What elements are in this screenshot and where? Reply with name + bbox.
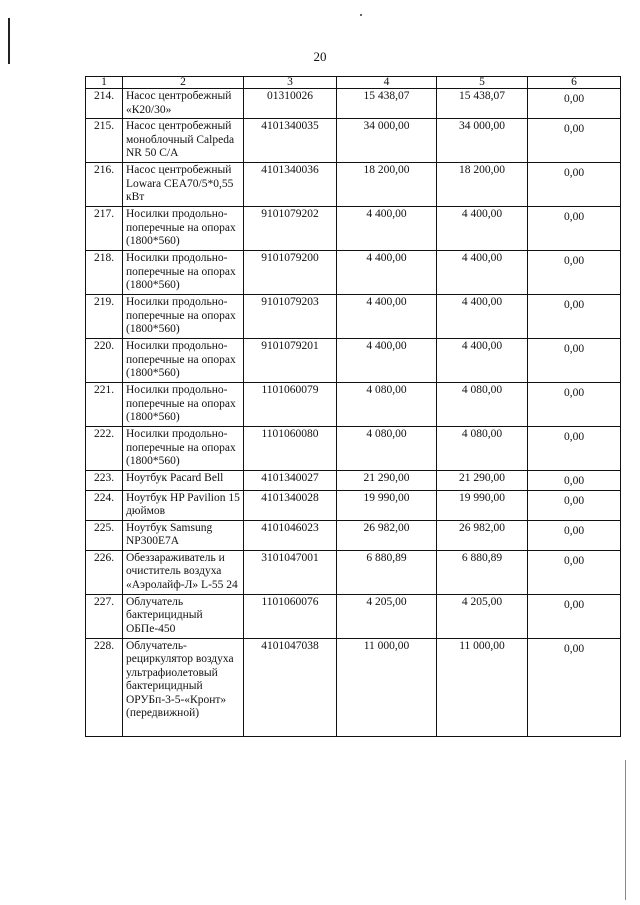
header-col-4: 4 — [337, 77, 437, 89]
inventory-code: 4101340036 — [244, 163, 337, 207]
residual-value-text: 0,00 — [563, 431, 585, 443]
item-name: Носилки продольно-поперечные на опорах (1800*560) — [123, 295, 244, 339]
inventory-code: 4101340035 — [244, 119, 337, 163]
row-number: 227. — [86, 594, 123, 638]
inventory-code: 9101079203 — [244, 295, 337, 339]
item-name: Носилки продольно-поперечные на опорах (1800*560) — [123, 339, 244, 383]
inventory-code: 4101046023 — [244, 520, 337, 550]
residual-value-text: 0,00 — [563, 343, 585, 355]
inventory-code: 9101079200 — [244, 251, 337, 295]
scan-edge-mark-right — [625, 760, 626, 900]
item-name: Облучатель бактерицидный ОБПе-450 — [123, 594, 244, 638]
residual-value-text: 0,00 — [563, 554, 585, 567]
amount-value: 15 438,07 — [337, 89, 437, 119]
header-col-5: 5 — [437, 77, 528, 89]
book-value: 4 080,00 — [437, 383, 528, 427]
inventory-code: 1101060080 — [244, 427, 337, 471]
row-number: 214. — [86, 89, 123, 119]
book-value: 15 438,07 — [437, 89, 528, 119]
book-value: 11 000,00 — [437, 638, 528, 736]
amount-value: 19 990,00 — [337, 490, 437, 520]
table-row — [86, 251, 621, 295]
inventory-code: 3101047001 — [244, 550, 337, 594]
page-number: 20 — [313, 49, 327, 64]
row-number: 223. — [86, 471, 123, 491]
row-number: 216. — [86, 163, 123, 207]
amount-value: 4 080,00 — [337, 383, 437, 427]
book-value: 34 000,00 — [437, 119, 528, 163]
amount-value: 11 000,00 — [337, 638, 437, 736]
residual-value — [528, 594, 621, 638]
residual-value-text: 0,00 — [563, 93, 585, 105]
table-row — [86, 163, 621, 207]
residual-value-text: 0,00 — [563, 211, 585, 223]
table-row — [86, 89, 621, 119]
item-name: Насос центробежный Lowara CEA70/5*0,55 кВт — [123, 163, 244, 207]
book-value: 4 400,00 — [437, 295, 528, 339]
table-row — [86, 490, 621, 520]
residual-value-text: 0,00 — [563, 524, 585, 537]
residual-value — [528, 163, 621, 207]
row-number: 224. — [86, 490, 123, 520]
header-row — [86, 77, 621, 89]
row-number: 220. — [86, 339, 123, 383]
amount-value: 4 400,00 — [337, 339, 437, 383]
table-row — [86, 638, 621, 736]
residual-value — [528, 520, 621, 550]
residual-value — [528, 383, 621, 427]
residual-value — [528, 89, 621, 119]
residual-value-text: 0,00 — [563, 255, 585, 267]
book-value: 4 205,00 — [437, 594, 528, 638]
inventory-code: 9101079201 — [244, 339, 337, 383]
amount-value: 4 400,00 — [337, 251, 437, 295]
item-name: Носилки продольно-поперечные на опорах (1800*560) — [123, 207, 244, 251]
residual-value-text: 0,00 — [563, 494, 585, 507]
table-row — [86, 550, 621, 594]
inventory-table — [85, 76, 621, 737]
residual-value — [528, 638, 621, 736]
residual-value — [528, 427, 621, 471]
inventory-code: 1101060076 — [244, 594, 337, 638]
residual-value-text: 0,00 — [563, 642, 585, 655]
row-number: 218. — [86, 251, 123, 295]
residual-value-text: 0,00 — [563, 167, 585, 179]
table-row — [86, 520, 621, 550]
amount-value: 21 290,00 — [337, 471, 437, 491]
residual-value-text: 0,00 — [563, 387, 585, 399]
book-value: 4 080,00 — [437, 427, 528, 471]
table-body — [86, 89, 621, 737]
book-value: 4 400,00 — [437, 207, 528, 251]
book-value: 18 200,00 — [437, 163, 528, 207]
header-col-1: 1 — [86, 77, 123, 89]
item-name: Носилки продольно-поперечные на опорах (1800*560) — [123, 251, 244, 295]
item-name: Облучатель-рециркулятор воздуха ультрафиолетовый бактерицидный ОРУБп-3-5-«Кронт» (передвижной) — [123, 638, 244, 736]
item-name: Обеззараживатель и очиститель воздуха «Аэролайф-Л» L-55 24 — [123, 550, 244, 594]
residual-value-text: 0,00 — [563, 123, 585, 135]
item-name: Насос центробежный моноблочный Calpeda NR 50 C/A — [123, 119, 244, 163]
row-number: 219. — [86, 295, 123, 339]
header-col-3: 3 — [244, 77, 337, 89]
amount-value: 4 400,00 — [337, 207, 437, 251]
amount-value: 6 880,89 — [337, 550, 437, 594]
book-value: 4 400,00 — [437, 339, 528, 383]
table-row — [86, 119, 621, 163]
residual-value — [528, 339, 621, 383]
inventory-code: 9101079202 — [244, 207, 337, 251]
table-row — [86, 427, 621, 471]
residual-value-text: 0,00 — [563, 299, 585, 311]
inventory-code: 1101060079 — [244, 383, 337, 427]
residual-value — [528, 119, 621, 163]
item-name: Ноутбук Samsung NP300E7A — [123, 520, 244, 550]
book-value: 26 982,00 — [437, 520, 528, 550]
residual-value — [528, 295, 621, 339]
table-row — [86, 295, 621, 339]
amount-value: 4 400,00 — [337, 295, 437, 339]
item-name: Ноутбук HP Pavilion 15 дюймов — [123, 490, 244, 520]
row-number: 226. — [86, 550, 123, 594]
item-name: Насос центробежный «К20/30» — [123, 89, 244, 119]
amount-value: 4 080,00 — [337, 427, 437, 471]
book-value: 4 400,00 — [437, 251, 528, 295]
row-number: 225. — [86, 520, 123, 550]
table-row — [86, 594, 621, 638]
row-number: 217. — [86, 207, 123, 251]
row-number: 222. — [86, 427, 123, 471]
amount-value: 34 000,00 — [337, 119, 437, 163]
table-row — [86, 207, 621, 251]
book-value: 21 290,00 — [437, 471, 528, 491]
residual-value-text: 0,00 — [563, 598, 585, 611]
residual-value — [528, 207, 621, 251]
inventory-code: 4101047038 — [244, 638, 337, 736]
item-name: Носилки продольно-поперечные на опорах (1800*560) — [123, 383, 244, 427]
row-number: 228. — [86, 638, 123, 736]
table-row — [86, 383, 621, 427]
residual-value — [528, 490, 621, 520]
row-number: 215. — [86, 119, 123, 163]
table-row — [86, 471, 621, 491]
residual-value — [528, 251, 621, 295]
amount-value: 4 205,00 — [337, 594, 437, 638]
residual-value — [528, 471, 621, 491]
table-row — [86, 339, 621, 383]
item-name: Носилки продольно-поперечные на опорах (1800*560) — [123, 427, 244, 471]
residual-value-text: 0,00 — [563, 475, 585, 487]
residual-value — [528, 550, 621, 594]
inventory-code: 4101340027 — [244, 471, 337, 491]
amount-value: 26 982,00 — [337, 520, 437, 550]
inventory-code: 01310026 — [244, 89, 337, 119]
header-col-6: 6 — [528, 77, 621, 89]
item-name: Ноутбук Pacard Bell — [123, 471, 244, 491]
amount-value: 18 200,00 — [337, 163, 437, 207]
book-value: 19 990,00 — [437, 490, 528, 520]
scan-speck — [360, 14, 362, 16]
row-number: 221. — [86, 383, 123, 427]
inventory-code: 4101340028 — [244, 490, 337, 520]
book-value: 6 880,89 — [437, 550, 528, 594]
header-col-2: 2 — [123, 77, 244, 89]
